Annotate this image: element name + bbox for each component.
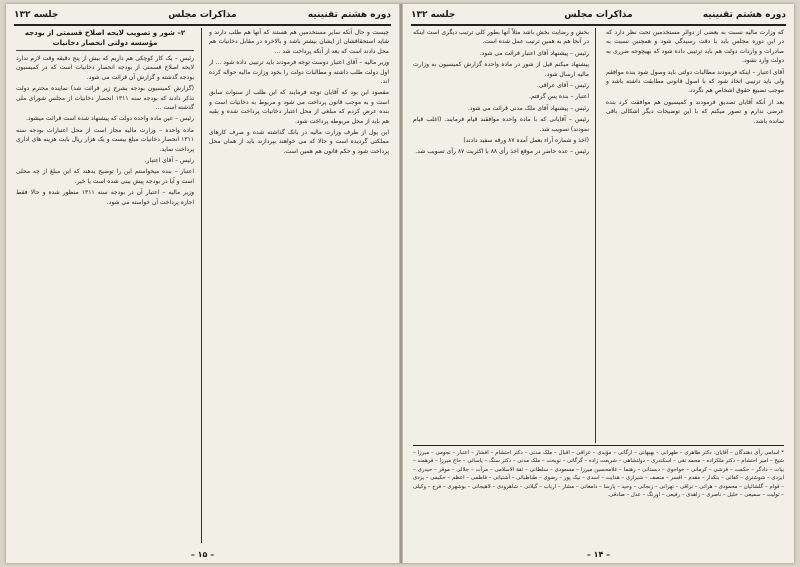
right-page-right-column [606,28,784,443]
left-header-session: جلسه ۱۳۲ [14,10,59,20]
paragraph: رئیس – عده حاضر در موقع اخذ رأی ۸۸ با اکثریت ۸۷ رأی تصویب شد. [415,148,589,156]
footnote-voters-list: * اسامی رأی دهندگان – آقایان: دکتر طاهری – طهرانی – بهبهانی – ارگانی – مؤیدی – عراقی – اقبال – ملک مدنی – دکتر احتشام – افشار – اعتبار – نجومی – میرزا – شیخ – امیر احتشام – دکتر ملکزاده – محمد تقی – اسکندری – دولتشاهی – شریعت زاده – گرگانی – نوبخت – ملک مدنی – دکتر سنگ – یاسائی – حاج میرزا – فرهمند – بیات – دادگر – حکمت – فرشی – کرمانی – خواجوی – دبستانی – رهنما – غلامحسین میرزا – مسعودی – سلطانی – ثقة الاسلامی – مرآت – جلالی – موقر – حیدری – ایزدی – شوشتری – کفائی – بنکدار – مقدم – افسر – منصف – شیرازی – هدایت – اسدی – نیک پور – رضوی – طباطبائی – آشتیانی – فاطمی – اعظم – حکیمی – یزدی – قوام – گلشائیان – محمودی – هراتی – نراقی – تهرانی – زنجانی – وحید – پارسا – دامغانی – مشار – ارباب – گیلانی – شاهرودی – لاهیجانی – بوشهری – فرخ – وکیلی – تولیت – سمیعی – خلیل – ناصری – زاهدی – رفیعی – اورنگ – عدل – صادقی. [413,445,784,543]
paragraph: بعد از آنکه آقایان تصدیق فرمودند و کمیسیون هم موافقت کرد بنده عرضی ندارم و تصور میکنم که با این توضیحات دیگر اشکالی باقی نمانده باشد. [606,98,784,125]
paragraph: وزیر مالیه – اعتبار آن در بودجه سنه ۱۳۱۱ منظور شده و حالا فقط اجازه پرداخت آن خواسته می شود. [16,189,194,206]
paragraph: رئیس – پیشنهاد آقای ملک مدنی قرائت می شود. [467,104,589,112]
left-header-title: مذاکرات مجلس [168,10,237,20]
page-number: – ۱۵ – [190,550,215,559]
paragraph: رئیس – یک کار کوچکی هم داریم که بیش از پنج دقیقه وقت لازم ندارد لایحه اصلاح قسمتی از بودجه انحصار دخانیات است که در کمیسیون بودجه گذشته و گزارش آن قرائت می شود. [16,55,194,81]
paragraph: رئیس – آقایانی که با ماده واحده موافقند قیام فرمایند. (اغلب قیام نمودند) تصویب شد. [413,116,589,133]
paragraph: پیشنهاد میکنم قبل از شور در ماده واحده گزارش کمیسیون به وزارت مالیه ارسال شود. [413,61,589,78]
paragraph: رئیس – عین ماده واحده دولت که پیشنهاد شده است قرائت میشود. [25,115,194,123]
left-page-left-column [16,28,194,543]
right-page-header [411,8,786,26]
paragraph: ماده واحده – وزارت مالیه مجاز است از محل اعتبارات بودجه سنه ۱۳۱۱ انحصار دخانیات مبلغ بیست و یک هزار ریال بابت هزینه های اداری پرداخت نماید. [16,126,194,153]
paragraph: بخش و رضایت بخش باشد مثلاً آنها بطور کلی ترتیب دیگری است اینکه در آنجا هم به همین ترتیب عمل شده است. [413,29,589,46]
paragraph: چیست و حال آنکه سایر مستخدمین هم هستند که آنها هم طلب دارند و شاید استحقاقشان از ایشان بیشتر باشد و بالاخره در مقابل دخانیات هم محل دادند است که بعد از آنکه پرداخت شد ... [209,29,389,55]
right-page [403,4,794,563]
paragraph: رئیس – آقای اعتبار. [144,157,194,165]
right-header-title: مذاکرات مجلس [564,10,633,20]
page-number: – ۱۴ – [586,550,611,559]
paragraph: آقای اعتبار – اینکه فرمودند مطالبات دولتی باید وصول شود بنده موافقم ولی باید ترتیبی اتخاذ شود که با اصول قانونی مطابقت داشته باشد و موجب تضییع حقوق اشخاص هم نگردد. [606,68,784,95]
left-header-term: دوره هشتم تقنینیه [307,10,391,20]
paragraph: (اخذ و شماره آراء بعمل آمده ۸۷ ورقه سفید دادند) [463,137,589,145]
book-spread [6,4,794,563]
column-divider [201,28,202,543]
paragraph: اعتبار – بنده پس گرفتم. [528,93,589,101]
paragraph: رئیس – پیشنهاد آقای اعتبار قرائت می شود. [479,49,589,57]
paragraph: اعتبار – بنده میخواستم این را توضیح بدهند که این مبلغ از چه محلی است و آیا در بودجه پیش بینی شده است یا خیر. [16,168,194,185]
left-page-right-column [209,28,389,543]
right-page-left-column [413,28,589,443]
paragraph: (گزارش کمیسیون بودجه بشرح زیر قرائت شد) نماینده محترم دولت تذکر دادند که بودجه سنه ۱۳۱۱ انحصار دخانیات از مجلس شورای ملی گذشته است ... [16,85,194,112]
left-page [6,4,399,563]
column-divider [595,28,596,443]
paragraph: رئیس – آقای عراقی. [536,82,589,90]
left-page-header [14,8,391,26]
right-header-session: جلسه ۱۳۲ [411,10,456,20]
right-header-term: دوره هشتم تقنینیه [702,10,786,20]
paragraph: که وزارت مالیه نسبت به بعضی از دوائر مستخدمین تحت نظر دارد که در این دوره مجلس باید با دقت رسیدگی شود و همچنین نسبت به صادرات و واردات دولت هم باید ترتیبی داده شود که بهیچوجه ضرری به دولت وارد نشود. [606,29,784,65]
paragraph: وزیر مالیه – آقای اعتبار دوست توجه فرمودند باید ترتیبی داده شود ... از اول دولت طلب داشته و مطالبات دولت را بخود وزارت مالیه حواله کرده اند. [209,59,389,86]
paragraph: این پول از طرف وزارت مالیه در بانک گذاشته شده و صرف کارهای مملکتی گردیده است و حالا که می خواهند بپردازند باید از همان محل پرداخت شود و حکم قانون هم همین است. [209,129,389,155]
paragraph: مقصود این بود که آقایان توجه فرمایند که این طلب از سنوات سابق است و به موجب قانون پرداخت می شود و مربوط به دخانیات است و بنده عرض کردم که مبلغی از محل اعتبار دخانیات پرداخت شده و بقیه هم باید از محل مربوطه پرداخت شود. [209,89,389,125]
section-title: ۲– شور و تصویب لایحه اصلاح قسمتی از بودجه مؤسسه دولتی انحصار دخانیات [16,28,194,51]
